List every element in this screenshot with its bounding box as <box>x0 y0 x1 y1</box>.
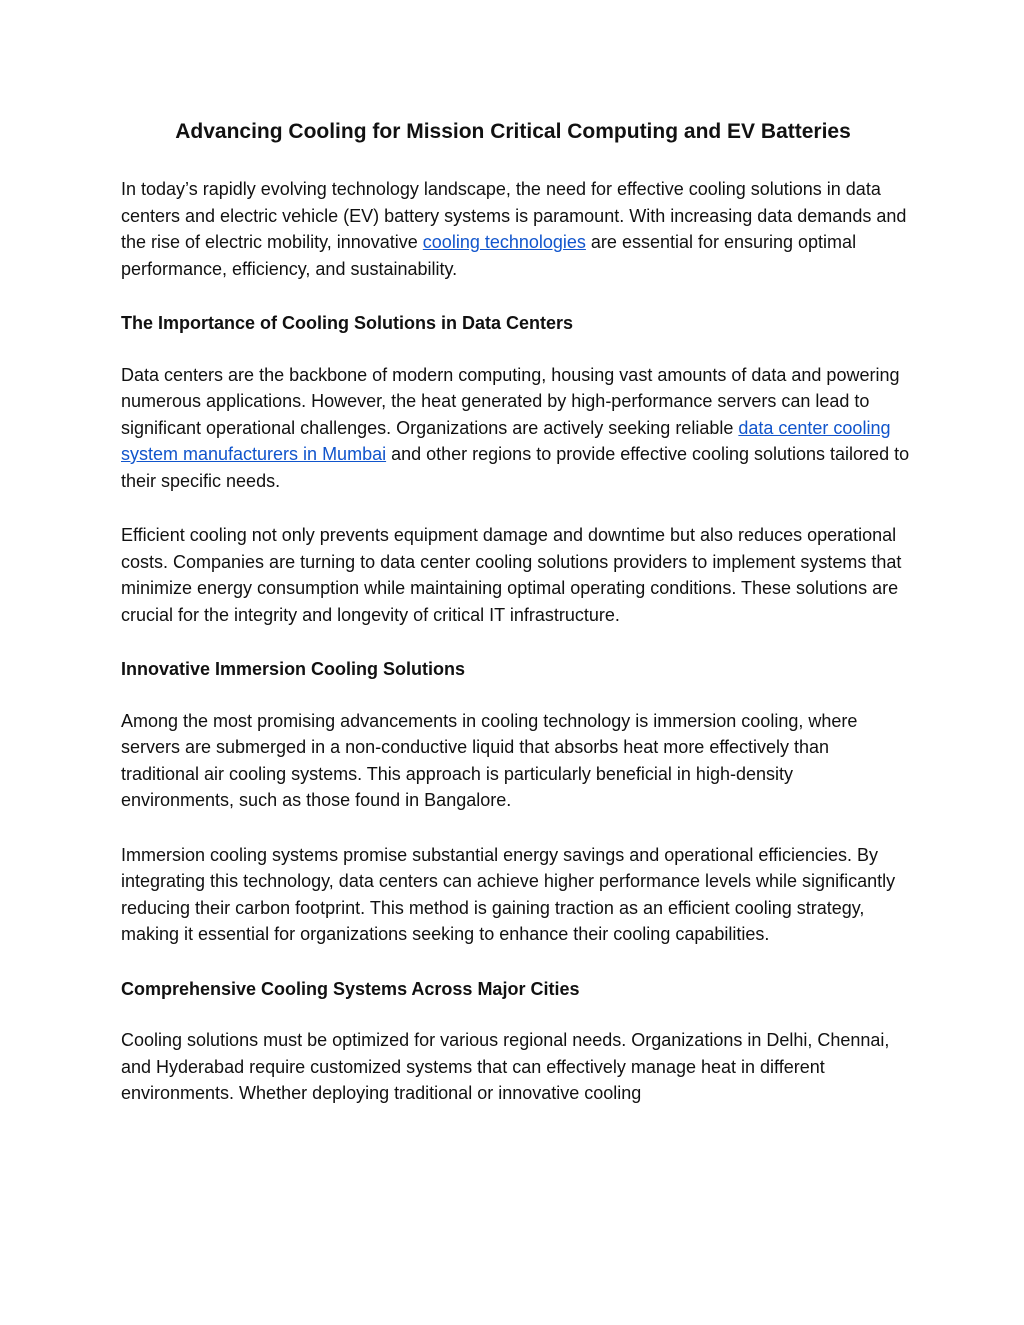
intro-text-after: are essential for ensuring optimal performance, efficiency, and sustainability. <box>121 232 857 279</box>
section-heading-major-cities: Comprehensive Cooling Systems Across Major Cities <box>121 978 580 999</box>
section-heading-immersion: Innovative Immersion Cooling Solutions <box>121 659 466 679</box>
immersion-paragraph-1: Among the most promising advancements in cooling technology is immersion cooling, where servers are submerged in a non-conductive liquid that absorbs heat more effectively than traditional air cooling systems. This approach is particularly beneficial in high-density environments, such as those found in Bangalore. <box>121 710 858 810</box>
data-centers-text-after: and other regions to provide effective cooling solutions tailored to their specific needs. <box>121 444 910 491</box>
document-page <box>121 118 911 1135</box>
cooling-technologies-link[interactable]: cooling technologies <box>422 232 586 252</box>
section-heading-data-centers: The Importance of Cooling Solutions in Data Centers <box>121 313 574 333</box>
data-centers-paragraph-2: Efficient cooling not only prevents equipment damage and downtime but also reduces operational costs. Companies are turning to data center cooling solutions providers to implement systems that minimize energy consumption while maintaining optimal operating conditions. These solutions are crucial for the integrity and longevity of critical IT infrastructure. <box>121 525 902 625</box>
data-centers-text-before: Data centers are the backbone of modern computing, housing vast amounts of data and powering numerous applications. However, the heat generated by high-performance servers can lead to significant operational challenges. Organizations are actively seeking reliable <box>121 364 900 438</box>
mumbai-manufacturers-link[interactable]: data center cooling system manufacturers in Mumbai <box>121 417 891 464</box>
document-title: Advancing Cooling for Mission Critical Computing and EV Batteries <box>175 120 851 143</box>
major-cities-paragraph-1: Cooling solutions must be optimized for various regional needs. Organizations in Delhi, Chennai, and Hyderabad require customized systems that can effectively manage heat in different environments. Whether deploying traditional or innovative cooling <box>121 1030 890 1103</box>
immersion-paragraph-2: Immersion cooling systems promise substantial energy savings and operational efficiencies. By integrating this technology, data centers can achieve higher performance levels while significantly reducing their carbon footprint. This method is gaining traction as an efficient cooling strategy, making it essential for organizations seeking to enhance their cooling capabilities. <box>121 844 896 944</box>
intro-text-before: In today’s rapidly evolving technology landscape, the need for effective cooling solutions in data centers and electric vehicle (EV) battery systems is paramount. With increasing data demands and the rise of electric mobility, innovative <box>121 179 907 252</box>
intro-paragraph <box>121 176 911 282</box>
data-centers-paragraph-1 <box>121 362 911 495</box>
